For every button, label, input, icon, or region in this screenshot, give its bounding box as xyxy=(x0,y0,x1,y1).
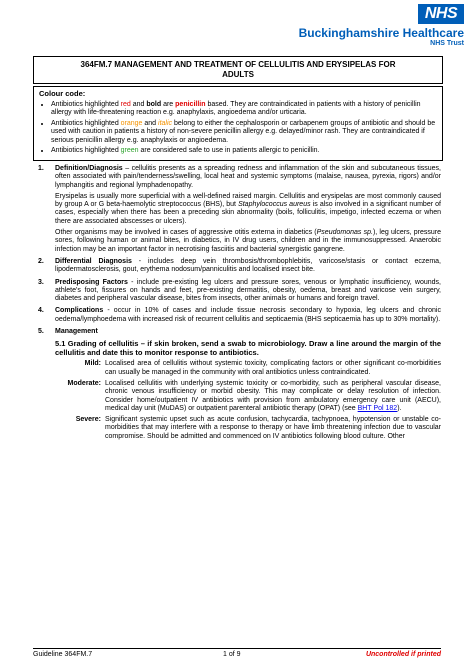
italic-word: italic xyxy=(158,119,173,127)
text: and xyxy=(130,100,147,108)
footer-guideline: Guideline 364FM.7 xyxy=(33,651,93,658)
section-heading: Predisposing Factors xyxy=(55,278,128,286)
document-body xyxy=(33,165,441,445)
text: Antibiotics highlighted xyxy=(51,119,121,127)
section-number: 4. xyxy=(38,307,44,315)
title-line-1: 364FM.7 MANAGEMENT AND TREATMENT OF CELLULITIS AND ERYSIPELAS FOR xyxy=(80,60,396,69)
section-management xyxy=(33,328,441,441)
paragraph xyxy=(55,193,441,226)
colour-code-item-cephalosporin xyxy=(51,120,437,146)
section-heading: Definition/Diagnosis xyxy=(55,165,123,172)
grade-severe xyxy=(55,416,441,441)
section-number: 3. xyxy=(38,278,44,286)
trust-name: Buckinghamshire Healthcare xyxy=(298,26,464,40)
penicillin-word: penicillin xyxy=(175,100,206,108)
nhs-logo: NHS xyxy=(418,4,464,24)
grade-text: Significant systemic upset such as acute confusion, tachycardia, tachypnoea, hypotension or unstable co-morbidities that may interfere with a response to therapy or have limb threatening infection due to vascular compromise. Should be admitted and commenced on IV antibiotics following blood culture. Other xyxy=(105,416,441,440)
text: based. They are contraindicated in patients with a history of penicillin allergy with life-threatening reaction e.g. anaphylaxis, angioedema and/or urticaria. xyxy=(51,100,421,116)
colour-code-title: Colour code: xyxy=(39,89,86,98)
section-number: 5. xyxy=(38,328,44,336)
text: Other organisms may be involved in cases of aggressive otitis externa in diabetics ( xyxy=(55,229,317,237)
text: Antibiotics highlighted xyxy=(51,147,121,154)
grading-subtitle: 5.1 Grading of cellulitis – if skin broken, send a swab to microbiology. Draw a line around the margin of the cellulitis and date this to monitor response to antibiotics. xyxy=(55,339,441,358)
italic-term: Staphylococcus aureus xyxy=(238,201,311,209)
footer-page-number: 1 of 9 xyxy=(223,651,241,658)
footer-divider xyxy=(33,648,441,649)
trust-subtitle: NHS Trust xyxy=(430,40,464,47)
section-heading: Complications xyxy=(55,307,104,315)
colour-code-list xyxy=(39,101,437,156)
paragraph xyxy=(55,165,441,190)
title-line-2: ADULTS xyxy=(222,70,254,79)
footer-uncontrolled: Uncontrolled if printed xyxy=(365,651,441,658)
section-number: 1. xyxy=(38,165,44,172)
green-word: green xyxy=(120,147,139,154)
grade-label: Moderate: xyxy=(67,379,101,387)
text: Antibiotics highlighted xyxy=(51,100,121,108)
section-differential-diagnosis xyxy=(33,258,441,275)
text: – cellulitis presents as a spreading redness and inflammation of the skin and subcutaneous tissues, often associated with pain/tenderness/swelling, local heat and systemic symptoms (malaise, nausea, pyrexia, rigors) and/or lymphangitis and regional lymphadenopathy. xyxy=(55,165,441,189)
text: are xyxy=(161,100,176,108)
grade-mild xyxy=(55,360,441,377)
grade-label: Severe: xyxy=(75,416,101,424)
text: is also involved in a significant number of cases, especially when there has been a preceding skin abnormality (boils, folliculitis, impetigo, infected eczema or when there are associated abscesses or ulcers). xyxy=(55,201,441,225)
section-complications xyxy=(33,307,441,324)
paragraph xyxy=(55,229,441,254)
bold-word: bold xyxy=(146,100,162,108)
paragraph xyxy=(55,279,441,304)
section-definition xyxy=(33,165,441,254)
text: are considered safe to use in patients allergic to penicillin. xyxy=(138,147,320,154)
orange-word: orange xyxy=(120,119,143,127)
text: - include pre-existing leg ulcers and pressure sores, venous or lymphatic insufficiency, wounds, athlete's foot, fissures on hands and feet, pre-existing dermatitis, obesity, oedema, breast and varicose vein surgery, diabetes and peripheral vascular disease, bites from insects, other animals or humans and foreign travel. xyxy=(55,278,441,303)
text: - includes deep vein thrombosis/thrombophlebitis, varicose/stasis or contact eczema, lipodermatosclerosis, gout, erythema nodosum/panniculitis and localised insect bite. xyxy=(55,257,441,274)
text: ). xyxy=(397,404,402,412)
paragraph xyxy=(55,258,441,275)
paragraph xyxy=(55,307,441,324)
italic-term: Pseudomonas sp. xyxy=(316,229,373,237)
grade-text: Localised area of cellulitis without systemic toxicity, complicating factors or other significant co-morbidities can usually be managed in the community with oral antibiotics unless contraindicated. xyxy=(105,360,441,376)
section-heading: Differential Diagnosis xyxy=(55,257,132,265)
text: and xyxy=(142,119,159,127)
document-title xyxy=(33,56,443,84)
paragraph xyxy=(55,328,441,336)
text: - occur in 10% of cases and include tissue necrosis secondary to hypoxia, leg ulcers and chronic oedema/lymphoedema with increased risk of recurrent cellulitis and septicaemia (BHS septicaemia has up to 30% mortality). xyxy=(55,307,441,323)
red-word: red xyxy=(120,100,131,108)
colour-code-item-safe xyxy=(51,147,437,156)
text: Erysipelas is usually more superficial with a well-defined raised margin. Cellulitis and erysipelas are most commonly caused by group A or G beta-haemolytic streptococcus (BHS), but xyxy=(55,192,441,209)
text: ), leg ulcers, pressure sores, following human or animal bites, in diabetics, in IV drug users, children and in the immunosuppressed. Anaerobic infection may be an important factor in necrotising fasciitis and bacterial synergistic gangrene. xyxy=(55,229,441,253)
grade-moderate xyxy=(55,380,441,413)
section-predisposing-factors xyxy=(33,279,441,304)
policy-link[interactable]: BHT Pol 182 xyxy=(357,404,398,412)
grade-label: Mild: xyxy=(84,360,101,368)
section-number: 2. xyxy=(38,257,44,265)
colour-code-item-penicillin xyxy=(51,101,437,118)
colour-code-box xyxy=(33,86,443,161)
grade-text: Localised cellulitis with underlying systemic toxicity or co-morbidity, such as peripheral vascular disease, chronic venous insufficiency or morbid obesity. This may complicate or delay resolution of infection. Consider home/outpatient IV antibiotics with provision from ambulatory emergency care unit (AECU), medical day unit (MuDAS) or outpatient parenteral antibiotic therapy (OPAT) (see xyxy=(105,379,441,412)
text: belong to either the cephalosporin or carbapenem groups of antibiotic and should be used with caution in patients a history of non-severe penicillin allergy e.g. delayed/minor rash. They are contraindicated if serious penicillin allergy e.g. anaphylaxis or angioedema. xyxy=(51,119,436,144)
section-heading: Management xyxy=(55,328,98,336)
